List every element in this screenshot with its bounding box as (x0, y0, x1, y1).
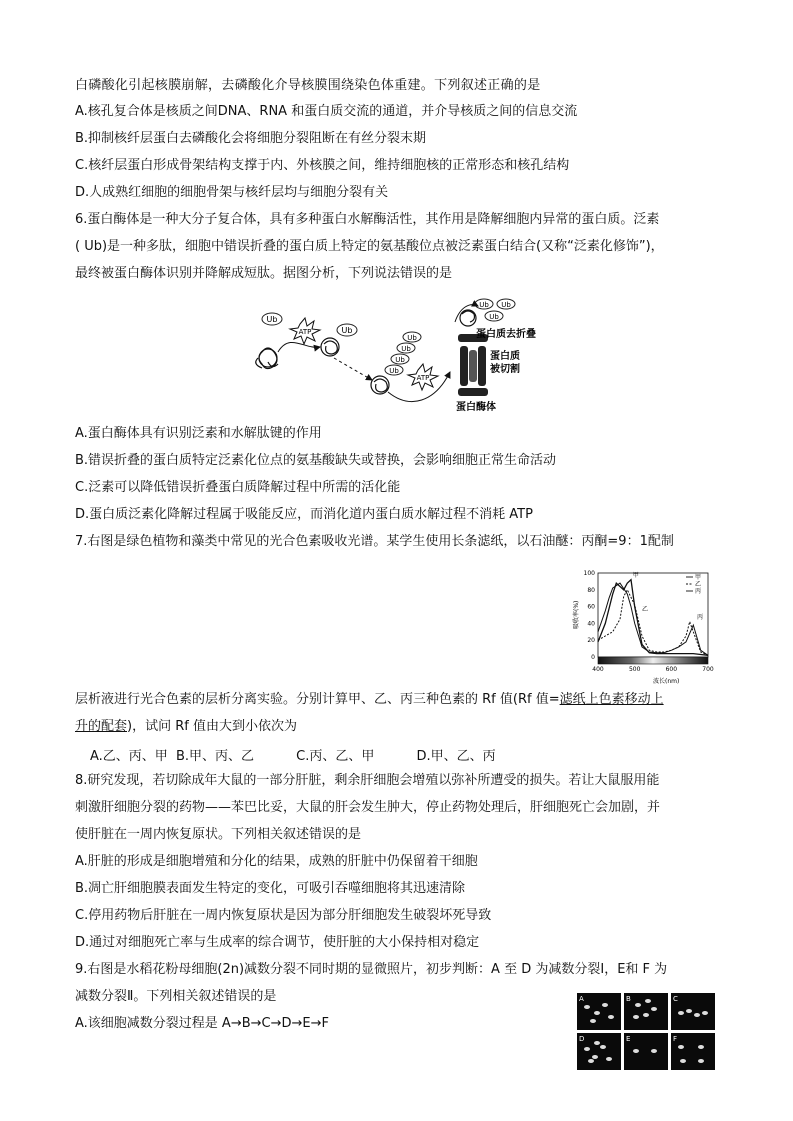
chromosome-spot (698, 1045, 704, 1049)
y-tick-label: 0 (591, 654, 595, 661)
arrow-dashed (334, 358, 372, 380)
ub-tag-2 (337, 324, 357, 336)
chromosome-spot (651, 1049, 657, 1053)
label-unfold: 蛋白质去折叠 (476, 329, 536, 340)
chromosome-spot (633, 1015, 639, 1019)
micrograph-label: A (579, 995, 584, 1003)
ub-tag-1 (262, 313, 282, 325)
series-line-1 (598, 583, 708, 655)
plot-frame (598, 573, 708, 657)
svg-text:ATP: ATP (298, 328, 312, 336)
series-line-2 (598, 590, 708, 656)
micrograph-label: D (579, 1035, 585, 1043)
chromosome-spot (590, 1019, 596, 1023)
q7-stem-3 (75, 718, 297, 736)
spectrum-bar (598, 657, 708, 664)
q6-stem-1: 6.蛋白酶体是一种大分子复合体，具有多种蛋白水解酶活性，其作用是降解细胞内异常的蛋白质。泛素 (75, 212, 660, 227)
proteasome (458, 334, 488, 396)
label-cut-2: 被切割 (490, 364, 520, 375)
chromosome-spot (594, 1011, 600, 1015)
q6-option-b: B.错误折叠的蛋白质特定泛素化位点的氨基酸缺失或替换，会影响细胞正常生命活动 (75, 453, 557, 468)
q7-stem-3-text: )，试问 Rf 值由大到小依次为 (127, 719, 297, 734)
svg-text:Ub: Ub (479, 301, 489, 309)
q8-option-c: C.停用药物后肝脏在一周内恢复原状是因为部分肝细胞发生破裂坏死导致 (75, 908, 492, 923)
micrograph-label: E (626, 1035, 631, 1043)
atp-burst-1 (290, 318, 320, 344)
q6-option-c: C.泛素可以降低错误折叠蛋白质降解过程中所需的活化能 (75, 480, 401, 495)
chromosome-spot (600, 1045, 606, 1049)
curve-label-yi: 乙 (642, 605, 649, 613)
chromosome-spot (606, 1057, 612, 1061)
micrograph-label: F (673, 1035, 678, 1043)
chromosome-spot (702, 1011, 708, 1015)
q9-option-a: A.该细胞减数分裂过程是 A→B→C→D→E→F (75, 1016, 329, 1031)
curve-label-bing: 丙 (697, 614, 704, 622)
chart-ylabel: 吸收率(%) (573, 600, 580, 629)
svg-text:Ub: Ub (501, 301, 511, 309)
chromosome-spot (651, 1007, 657, 1011)
q8-stem-1: 8.研究发现，若切除成年大鼠的一部分肝脏，剩余肝细胞会增殖以弥补所遭受的损失。若让大鼠服用能 (75, 773, 660, 788)
q9-stem-1: 9.右图是水稻花粉母细胞(2n)减数分裂不同时期的显微照片，初步判断：A 至 D 为减数分裂Ⅰ，E和 F 为 (75, 962, 668, 977)
q7-stem-3-underlined: 升的配套 (75, 719, 128, 734)
q8-option-d: D.通过对细胞死亡率与生成率的综合调节，使肝脏的大小保持相对稳定 (75, 935, 480, 950)
svg-text:Ub: Ub (341, 326, 353, 335)
chromosome-spot (678, 1045, 684, 1049)
x-tick-label: 700 (702, 666, 714, 673)
chromosome-spot (584, 1047, 590, 1051)
ub-released (475, 299, 515, 321)
q7-options (90, 745, 496, 764)
q8-stem-3: 使肝脏在一周内恢复原状。下列相关叙述错误的是 (75, 827, 362, 842)
misfolded-protein-1 (256, 348, 278, 369)
y-tick-label: 80 (587, 586, 595, 594)
curve-label-jia: 甲 (632, 572, 639, 580)
q7-option-a: A.乙、丙、甲 (90, 749, 168, 764)
micrograph-panel (671, 1033, 715, 1070)
chromosome-spot (594, 1041, 600, 1045)
chromosome-spot (592, 1055, 598, 1059)
legend-label: 甲 (695, 574, 702, 581)
q8-option-a: A.肝脏的形成是细胞增殖和分化的结果，成熟的肝脏中仍保留着干细胞 (75, 854, 478, 869)
svg-text:Ub: Ub (401, 345, 411, 353)
protein-3 (371, 376, 389, 394)
micrograph-label: B (626, 995, 631, 1003)
q5-option-d: D.人成熟红细胞的细胞骨架与核纤层均与细胞分裂有关 (75, 185, 389, 200)
svg-text:Ub: Ub (489, 313, 499, 321)
absorption-spectrum-chart (568, 565, 718, 685)
micrograph-panel (624, 1033, 668, 1070)
q7-stem-2 (75, 691, 664, 709)
atp-burst-2 (408, 364, 438, 390)
y-tick-label: 60 (587, 603, 595, 611)
chromosome-spot (643, 1013, 649, 1017)
chromosome-spot (686, 1009, 692, 1013)
chromosome-spot (635, 1003, 641, 1007)
q6-stem-3: 最终被蛋白酶体识别并降解成短肽。据图分析，下列说法错误的是 (75, 266, 453, 281)
protein-unfolding (460, 310, 476, 326)
legend-label: 丙 (695, 588, 702, 595)
legend-label: 乙 (695, 581, 702, 588)
q7-stem-2-text: 层析液进行光合色素的层析分离实验。分别计算甲、乙、丙三种色素的 Rf 值(Rf 值= (75, 692, 560, 707)
q5-option-a: A.核孔复合体是核质之间DNA、RNA 和蛋白质交流的通道，并介导核质之间的信息交流 (75, 104, 578, 119)
svg-text:Ub: Ub (389, 367, 399, 375)
q9-stem-2: 减数分裂Ⅱ。下列相关叙述错误的是 (75, 989, 277, 1004)
chromosome-spot (645, 999, 651, 1003)
meiosis-micrographs (577, 993, 717, 1073)
svg-text:Ub: Ub (395, 356, 405, 364)
chromosome-spot (602, 1003, 608, 1007)
q8-stem-2: 刺激肝细胞分裂的药物——苯巴比妥，大鼠的肝会发生肿大，停止药物处理后，肝细胞死亡会加剧，并 (75, 800, 661, 815)
q7-option-b: B.甲、丙、乙 (175, 749, 255, 764)
label-cut-1: 蛋白质 (490, 351, 520, 362)
q5-intro: 白磷酸化引起核膜崩解，去磷酸化介导核膜围绕染色体重建。下列叙述正确的是 (75, 78, 541, 93)
y-tick-label: 40 (587, 620, 595, 628)
chromosome-spot (680, 1059, 686, 1063)
svg-text:ATP: ATP (416, 374, 430, 382)
svg-text:Ub: Ub (407, 334, 417, 342)
label-proteasome: 蛋白酶体 (456, 402, 496, 413)
arrow-1 (278, 342, 320, 352)
q7-stem-1: 7.右图是绿色植物和藻类中常见的光合色素吸收光谱。某学生使用长条滤纸，以石油醚：丙酮=9：1配制 (75, 534, 674, 549)
micrograph-label: C (673, 995, 678, 1003)
chromosome-spot (584, 1005, 590, 1009)
x-tick-label: 400 (592, 666, 604, 673)
q8-option-b: B.凋亡肝细胞膜表面发生特定的变化，可吸引吞噬细胞将其迅速清除 (75, 881, 466, 896)
x-tick-label: 600 (665, 666, 678, 673)
chromosome-spot (633, 1049, 639, 1053)
protein-2 (321, 338, 339, 356)
chart-xlabel: 波长(nm) (653, 678, 680, 685)
chromosome-spot (588, 1059, 594, 1063)
y-tick-label: 20 (587, 637, 595, 645)
svg-text:Ub: Ub (266, 315, 278, 324)
q5-option-c: C.核纤层蛋白形成骨架结构支撑于内、外核膜之间，维持细胞核的正常形态和核孔结构 (75, 158, 570, 173)
q6-option-d: D.蛋白质泛素化降解过程属于吸能反应，而消化道内蛋白质水解过程不消耗 ATP (75, 507, 533, 522)
ub-chain-3 (385, 332, 421, 375)
ubiquitin-proteasome-diagram (250, 292, 580, 417)
q7-option-d: D.甲、乙、丙 (416, 749, 496, 764)
y-tick-label: 100 (583, 570, 595, 577)
q7-stem-2-underlined: 滤纸上色素移动上 (559, 692, 664, 707)
chromosome-spot (678, 1011, 684, 1015)
q6-stem-2: ( Ub)是一种多肽，细胞中错误折叠的蛋白质上特定的氨基酸位点被泛素蛋白结合(又称“泛素化修饰”)， (75, 239, 664, 254)
chromosome-spot (698, 1059, 704, 1063)
x-tick-label: 500 (628, 666, 641, 673)
q5-option-b: B.抑制核纤层蛋白去磷酸化会将细胞分裂阻断在有丝分裂末期 (75, 131, 427, 146)
q6-option-a: A.蛋白酶体具有识别泛素和水解肽键的作用 (75, 426, 322, 441)
chromosome-spot (694, 1013, 700, 1017)
chromosome-spot (608, 1015, 614, 1019)
q7-option-c: C.丙、乙、甲 (296, 749, 375, 764)
